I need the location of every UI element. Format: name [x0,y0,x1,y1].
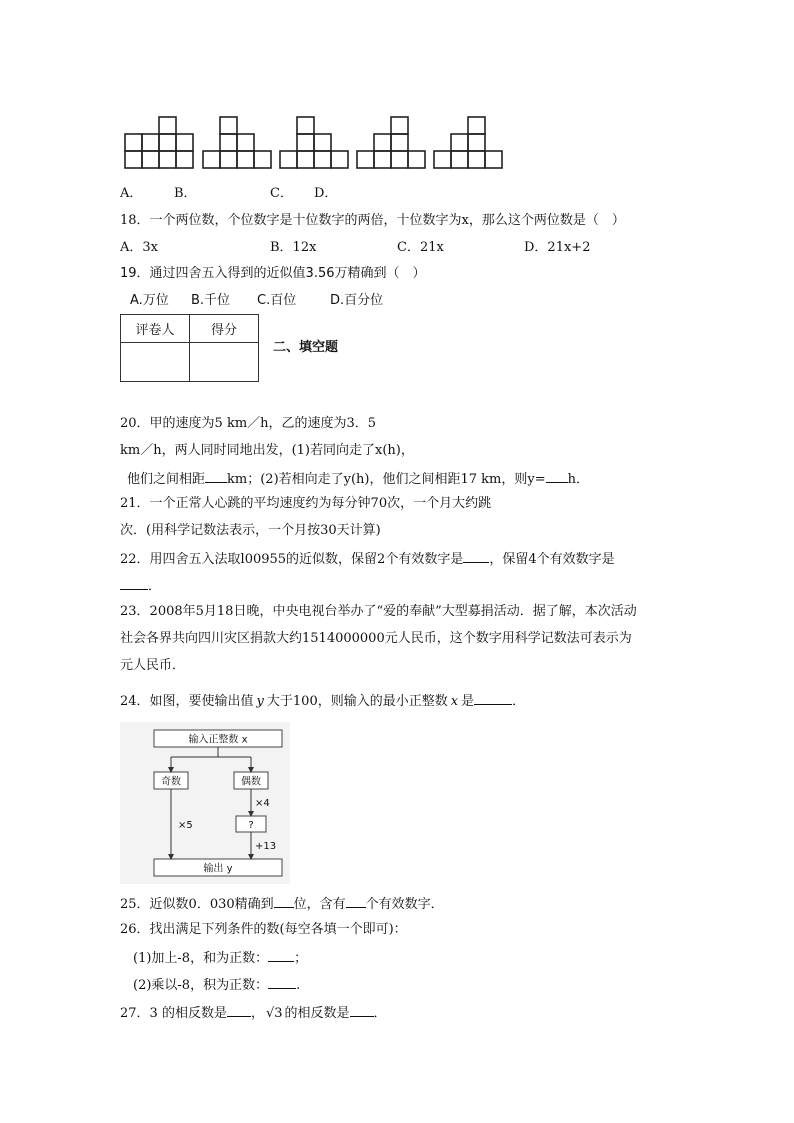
q20-text-a: 他们之间相距 [127,472,206,487]
q27-blank-1[interactable] [227,1005,251,1017]
figure-d [357,117,425,168]
flow-input-label: 输入正整数 x [188,734,248,746]
q24-text [120,693,525,708]
q20-blank-2[interactable] [546,471,568,483]
q25-text-a: 25．近似数0．030精确到 [120,897,274,912]
q26-part2-text: (2)乘以-8，积为正数： [133,978,269,993]
q24-var-x: x [450,694,459,709]
q21-line2: 次．(用科学记数法表示，一个月按30天计算) [120,523,381,538]
q27-text-a: 27．3 的相反数是 [120,1006,227,1021]
q27-line [120,1005,387,1020]
q20-line1: 20．甲的速度为5 km／h，乙的速度为3．5 [120,416,377,431]
q22-line1 [120,551,615,566]
q22-line2 [120,578,161,593]
q22-blank-1[interactable] [463,551,489,563]
flow-odd-label: 奇数 [161,776,181,788]
grader-header: 评卷人 [121,315,190,343]
q20-line2: km／h，两人同时同地出发，(1)若同向走了x(h)， [120,443,414,458]
figure-e [434,117,502,168]
flow-unknown-label: ? [248,820,254,831]
q24-text-b: 大于100，则输入的最小正整数 [266,694,448,709]
score-table [120,314,259,382]
q20-text-c: h． [567,472,589,487]
q19-text: 19．通过四舍五入得到的近似值3.56万精确到（ ） [120,266,426,281]
q24-text-a: 24．如图，要使输出值 [120,694,254,709]
q19-option-c: C.百位 [257,293,297,308]
q26-blank-2[interactable] [268,977,296,989]
q27-blank-2[interactable] [350,1005,374,1017]
q19-option-b: B.千位 [191,293,231,308]
q23-line3: 元人民币． [120,658,186,673]
q18-option-a: A．3x [120,240,158,255]
q27-sqrt3: √3 [265,1006,283,1021]
q24-flowchart [120,722,290,884]
q19-option-d: D.百分位 [330,293,384,308]
q23-line2: 社会各界共向四川灾区捐款大约1514000000元人民币，这个数字用科学记数法可表示为 [120,631,632,646]
flow-even-label: 偶数 [241,776,261,788]
q20-blank-1[interactable] [205,471,227,483]
q20-line3 [127,471,589,486]
flow-output-label: 输出 y [203,863,233,875]
q26-blank-1[interactable] [268,950,294,962]
figure-c [280,117,348,168]
q27-text-b: ， [250,1006,264,1021]
grader-cell[interactable] [121,343,190,382]
q22-text-a: 22．用四舍五入法取l00955的近似数，保留2个有效数字是 [120,552,464,567]
q26-part1-end: ； [294,951,308,966]
q26-part2 [133,977,300,992]
q25-text-b: 位，含有 [293,897,346,912]
q24-blank[interactable] [474,693,512,705]
q17-option-c: C． [270,186,293,201]
score-cell[interactable] [190,343,259,382]
figure-b [203,117,271,168]
q22-text-b: ，保留4个有效数字是 [489,552,615,567]
q27-text-d: ． [373,1006,387,1021]
q19-option-a: A.万位 [130,293,169,308]
q26-text: 26．找出满足下列条件的数(每空各填一个即可)： [120,922,407,937]
q18-text: 18．一个两位数，个位数字是十位数字的两倍，十位数字为x，那么这个两位数是（ ） [120,213,625,228]
score-header: 得分 [190,315,259,343]
q18-option-d: D．21x+2 [524,240,591,255]
q17-block-figures [120,112,510,172]
flow-times4-label: ×4 [255,798,270,809]
q18-option-b: B．12x [270,240,317,255]
q17-option-a: A． [120,186,143,201]
q26-part2-end: . [296,978,301,993]
q26-part1 [133,950,307,965]
flow-times5-label: ×5 [178,820,193,831]
q25-line [120,896,444,911]
q26-part1-text: (1)加上-8，和为正数： [133,951,269,966]
q23-line1: 23．2008年5月18日晚，中央电视台举办了“爱的奉献”大型募捐活动．据了解，本次活动 [120,604,637,619]
q24-text-d: ． [512,694,526,709]
q17-option-b: B． [174,186,197,201]
q25-blank-2[interactable] [346,896,366,908]
q25-blank-1[interactable] [274,896,294,908]
q22-text-end: ． [148,579,162,594]
q21-line1: 21．一个正常人心跳的平均速度约为每分钟70次，一个月大约跳 [120,496,492,511]
section-title: 二、填空题 [273,340,339,355]
figure-a [125,117,193,168]
q22-blank-2[interactable] [120,578,148,590]
q20-text-b: km；(2)若相向走了y(h)，他们之间相距17 km，则y= [227,472,546,487]
q25-text-c: 个有效数字． [365,897,444,912]
q18-option-c: C．21x [397,240,444,255]
flow-plus13-label: +13 [255,841,277,852]
q27-text-c: 的相反数是 [284,1006,350,1021]
q24-var-y: y [256,694,264,709]
q17-option-d: D． [314,186,338,201]
q24-text-c: 是 [461,694,475,709]
